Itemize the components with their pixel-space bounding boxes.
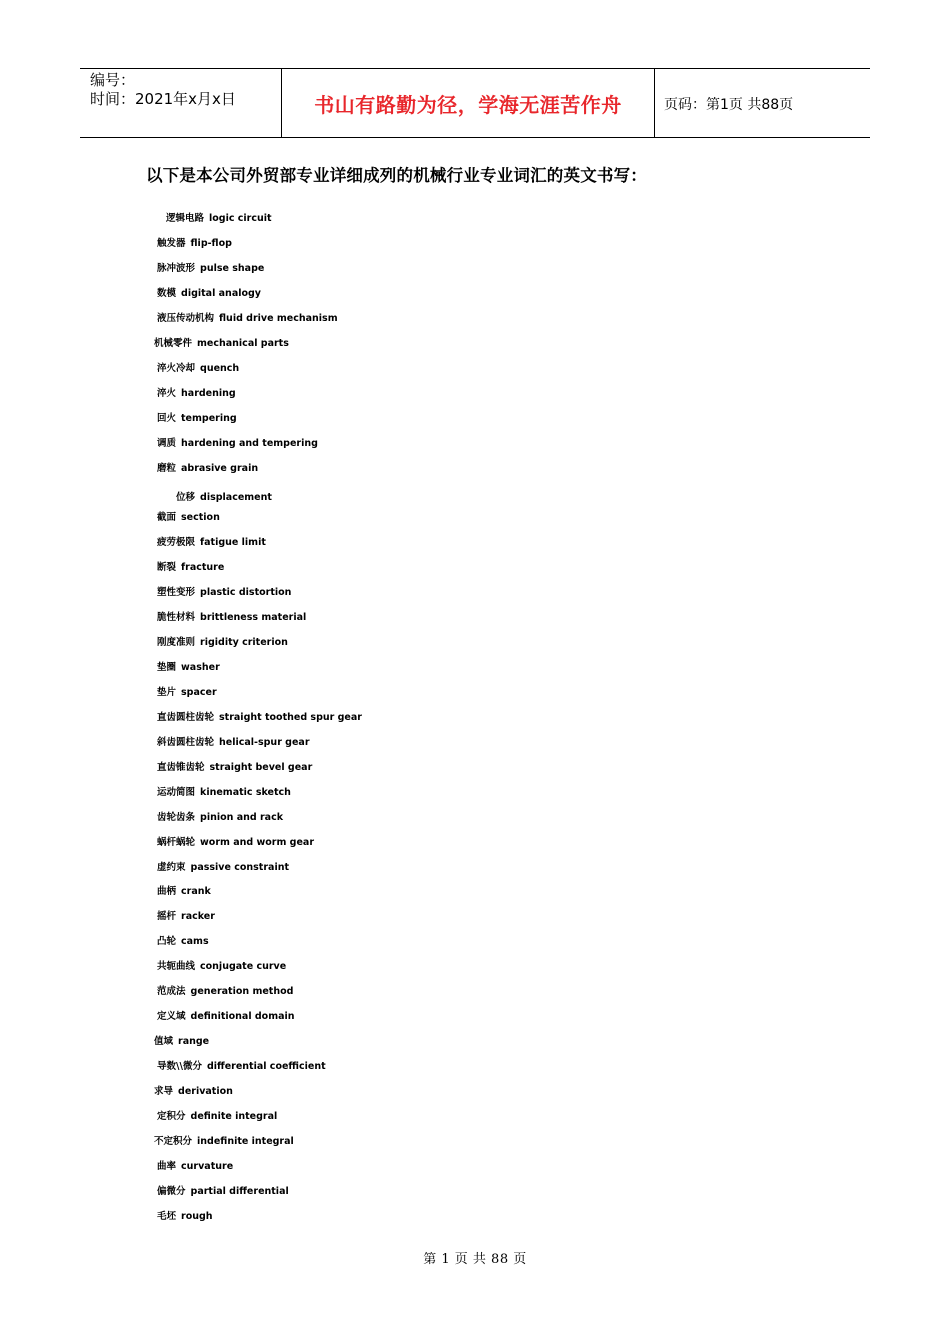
term-item (154, 1033, 209, 1047)
term-item (154, 1133, 294, 1147)
term-english: fatigue limit (200, 537, 266, 548)
term-chinese: 淬火冷却 (157, 363, 196, 374)
term-english: cams (181, 936, 209, 947)
term-english: generation method (190, 986, 294, 997)
term-item (157, 360, 239, 374)
term-chinese: 导数\\微分 (157, 1061, 202, 1072)
time-label: 时间：2021年x月x日 (90, 90, 236, 108)
term-chinese: 直齿圆柱齿轮 (157, 712, 215, 723)
term-item (157, 834, 314, 848)
term-chinese: 截面 (157, 512, 177, 523)
term-english: crank (181, 886, 211, 897)
term-chinese: 数模 (157, 288, 177, 299)
term-item (166, 210, 272, 224)
term-english: logic circuit (209, 213, 272, 224)
term-item (157, 310, 338, 324)
term-english: passive constraint (190, 862, 290, 873)
term-chinese: 运动简图 (157, 787, 196, 798)
term-item (157, 1158, 233, 1172)
term-chinese: 位移 (176, 492, 196, 503)
term-chinese: 垫片 (157, 687, 177, 698)
term-item (157, 983, 293, 997)
term-english: straight toothed spur gear (219, 712, 362, 723)
term-item (157, 933, 209, 947)
term-chinese: 断裂 (157, 562, 177, 573)
term-item (157, 509, 220, 523)
term-english: pulse shape (200, 263, 265, 274)
term-english: fluid drive mechanism (219, 313, 338, 324)
term-item (157, 684, 217, 698)
term-english: abrasive grain (181, 463, 259, 474)
header-motto: 书山有路勤为径，学海无涯苦作舟 (314, 93, 622, 117)
term-chinese: 液压传动机构 (157, 313, 215, 324)
term-english: curvature (181, 1161, 234, 1172)
term-english: kinematic sketch (200, 787, 291, 798)
term-english: hardening (181, 388, 236, 399)
term-english: flip-flop (190, 238, 232, 249)
term-chinese: 淬火 (157, 388, 177, 399)
term-chinese: 垫圈 (157, 662, 177, 673)
term-english: conjugate curve (200, 961, 287, 972)
term-item (157, 1058, 326, 1072)
term-item (157, 609, 306, 623)
term-english: derivation (178, 1086, 233, 1097)
term-chinese: 触发器 (157, 238, 186, 249)
term-english: digital analogy (181, 288, 262, 299)
term-item (154, 1083, 233, 1097)
term-chinese: 齿轮齿条 (157, 812, 196, 823)
term-chinese: 偏微分 (157, 1186, 186, 1197)
term-chinese: 调质 (157, 438, 177, 449)
term-chinese: 回火 (157, 413, 177, 424)
term-chinese: 值域 (154, 1036, 174, 1047)
term-chinese: 脆性材料 (157, 612, 196, 623)
term-item (154, 335, 289, 349)
term-chinese: 磨粒 (157, 463, 177, 474)
term-english: hardening and tempering (181, 438, 318, 449)
term-chinese: 脉冲波形 (157, 263, 196, 274)
term-english: mechanical parts (197, 338, 289, 349)
term-chinese: 斜齿圆柱齿轮 (157, 737, 215, 748)
term-item (157, 534, 266, 548)
term-chinese: 摇杆 (157, 911, 177, 922)
term-item (157, 235, 232, 249)
term-item (157, 784, 291, 798)
term-item (157, 859, 289, 873)
term-chinese: 直齿锥齿轮 (157, 762, 205, 773)
term-item (157, 559, 224, 573)
term-english: fracture (181, 562, 225, 573)
term-chinese: 定积分 (157, 1111, 186, 1122)
term-item (157, 883, 211, 897)
term-english: straight bevel gear (209, 762, 313, 773)
number-label: 编号： (90, 71, 136, 89)
term-item (157, 260, 264, 274)
term-item (157, 709, 362, 723)
term-chinese: 毛坯 (157, 1211, 177, 1222)
term-english: indefinite integral (197, 1136, 294, 1147)
term-chinese: 机械零件 (154, 338, 193, 349)
term-chinese: 逻辑电路 (166, 213, 205, 224)
page-footer: 第 1 页 共 88 页 (423, 1252, 527, 1267)
term-item (157, 958, 286, 972)
term-english: partial differential (190, 1186, 289, 1197)
term-item (157, 908, 215, 922)
term-english: section (181, 512, 220, 523)
term-english: range (178, 1036, 210, 1047)
term-item (176, 489, 272, 503)
term-chinese: 求导 (154, 1086, 174, 1097)
term-chinese: 虚约束 (157, 862, 186, 873)
term-english: brittleness material (200, 612, 307, 623)
term-item (157, 1183, 289, 1197)
term-chinese: 曲柄 (157, 886, 177, 897)
term-item (157, 1208, 213, 1222)
term-english: differential coefficient (206, 1061, 326, 1072)
term-item (157, 460, 258, 474)
term-english: racker (181, 911, 215, 922)
term-english: washer (181, 662, 220, 673)
term-chinese: 共轭曲线 (157, 961, 196, 972)
term-english: displacement (200, 492, 272, 503)
term-english: tempering (181, 413, 237, 424)
term-english: rigidity criterion (200, 637, 288, 648)
term-english: helical-spur gear (219, 737, 310, 748)
term-english: spacer (181, 687, 217, 698)
term-chinese: 定义域 (157, 1011, 186, 1022)
intro-heading: 以下是本公司外贸部专业详细成列的机械行业专业词汇的英文书写： (146, 166, 647, 185)
term-item (157, 759, 312, 773)
term-english: worm and worm gear (200, 837, 315, 848)
term-chinese: 蜗杆蜗轮 (157, 837, 196, 848)
term-item (157, 659, 220, 673)
term-english: plastic distortion (200, 587, 292, 598)
term-item (157, 385, 236, 399)
term-english: pinion and rack (200, 812, 284, 823)
term-item (157, 410, 237, 424)
term-item (157, 734, 310, 748)
term-item (157, 1108, 277, 1122)
term-chinese: 刚度准则 (157, 637, 196, 648)
term-english: definitional domain (190, 1011, 295, 1022)
term-item (157, 1008, 295, 1022)
term-item (157, 809, 283, 823)
term-chinese: 塑性变形 (157, 587, 196, 598)
term-chinese: 凸轮 (157, 936, 177, 947)
term-chinese: 疲劳极限 (157, 537, 196, 548)
term-item (157, 435, 318, 449)
term-chinese: 曲率 (157, 1161, 177, 1172)
term-item (157, 285, 261, 299)
term-item (157, 584, 291, 598)
term-chinese: 范成法 (157, 986, 186, 997)
term-chinese: 不定积分 (154, 1136, 193, 1147)
term-english: rough (181, 1211, 213, 1222)
term-english: quench (200, 363, 240, 374)
term-item (157, 634, 288, 648)
term-english: definite integral (190, 1111, 278, 1122)
header-page-count: 页码：第1页 共88页 (664, 97, 794, 113)
